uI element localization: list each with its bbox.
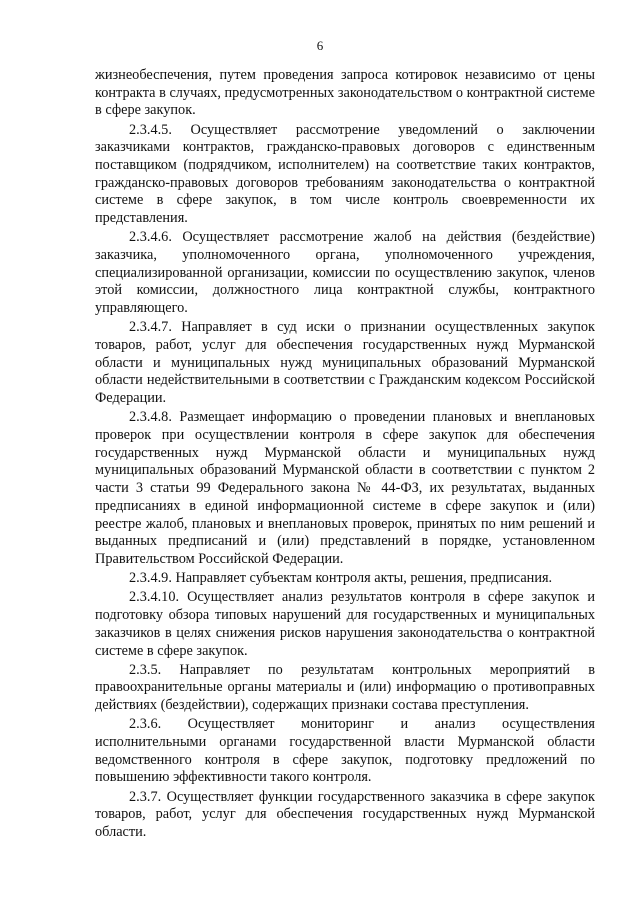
paragraph-2-3-4-7: 2.3.4.7. Направляет в суд иски о признании осуществленных закупок товаров, работ, услуг для обеспечения государственных нужд Мурманской области и муниципальных нужд муниципальных образований Мурманской области недействительными в соответствии с Гражданским кодексом Российской Федерации. (95, 319, 595, 407)
paragraph-2-3-4-8: 2.3.4.8. Размещает информацию о проведении плановых и внеплановых проверок при осуществлении контроля в сфере закупок для обеспечения государственных нужд Мурманской области и муниципальных нужд муниципальных образований Мурманской области в соответствии с пунктом 2 части 3 статьи 99 Федерального закона № 44-ФЗ, их результатах, выданных предписаниях в единой информационной системе в сфере закупок и (или) реестре жалоб, плановых и внеплановых проверок, принятых по ним решений и выданных предписаний и (или) представлений в порядке, установленном Правительством Российской Федерации. (95, 409, 595, 567)
paragraph-2-3-4-6: 2.3.4.6. Осуществляет рассмотрение жалоб на действия (бездействие) заказчика, уполномоченного органа, уполномоченного учреждения, специализированной организации, комиссии по осуществлению закупок, членов этой комиссии, должностного лица контрактной службы, контрактного управляющего. (95, 229, 595, 317)
paragraph-continuation: жизнеобеспечения, путем проведения запроса котировок независимо от цены контракта в случаях, предусмотренных законодательством о контрактной системе в сфере закупок. (95, 67, 595, 119)
paragraph-2-3-4-10: 2.3.4.10. Осуществляет анализ результатов контроля в сфере закупок и подготовку обзора типовых нарушений для государственных и муниципальных заказчиков в целях снижения рисков нарушения законодательства о контрактной системе в сфере закупок. (95, 589, 595, 659)
paragraph-2-3-4-9: 2.3.4.9. Направляет субъектам контроля акты, решения, предписания. (129, 570, 553, 587)
paragraph-2-3-6: 2.3.6. Осуществляет мониторинг и анализ осуществления исполнительными органами государственной власти Мурманской области ведомственного контроля в сфере закупок, подготовку предложений по повышению эффективности такого контроля. (95, 716, 595, 786)
paragraph-2-3-5: 2.3.5. Направляет по результатам контрольных мероприятий в правоохранительные органы материалы и (или) информацию о противоправных действиях (бездействии), содержащих признаки состава преступления. (95, 661, 595, 714)
paragraph-2-3-7: 2.3.7. Осуществляет функции государственного заказчика в сфере закупок товаров, работ, услуг для обеспечения государственных нужд Мурманской области. (95, 788, 595, 841)
paragraph-2-3-4-5: 2.3.4.5. Осуществляет рассмотрение уведомлений о заключении заказчиками контрактов, гражданско-правовых договоров с единственным поставщиком (подрядчиком, исполнителем) на соответствие таких контрактов, гражданско-правовых договоров требованиям законодательства о контрактной системе в сфере закупок, в том числе контроль своевременности их представления. (95, 121, 595, 227)
document-body (95, 67, 595, 843)
page-number: 6 (316, 38, 324, 53)
